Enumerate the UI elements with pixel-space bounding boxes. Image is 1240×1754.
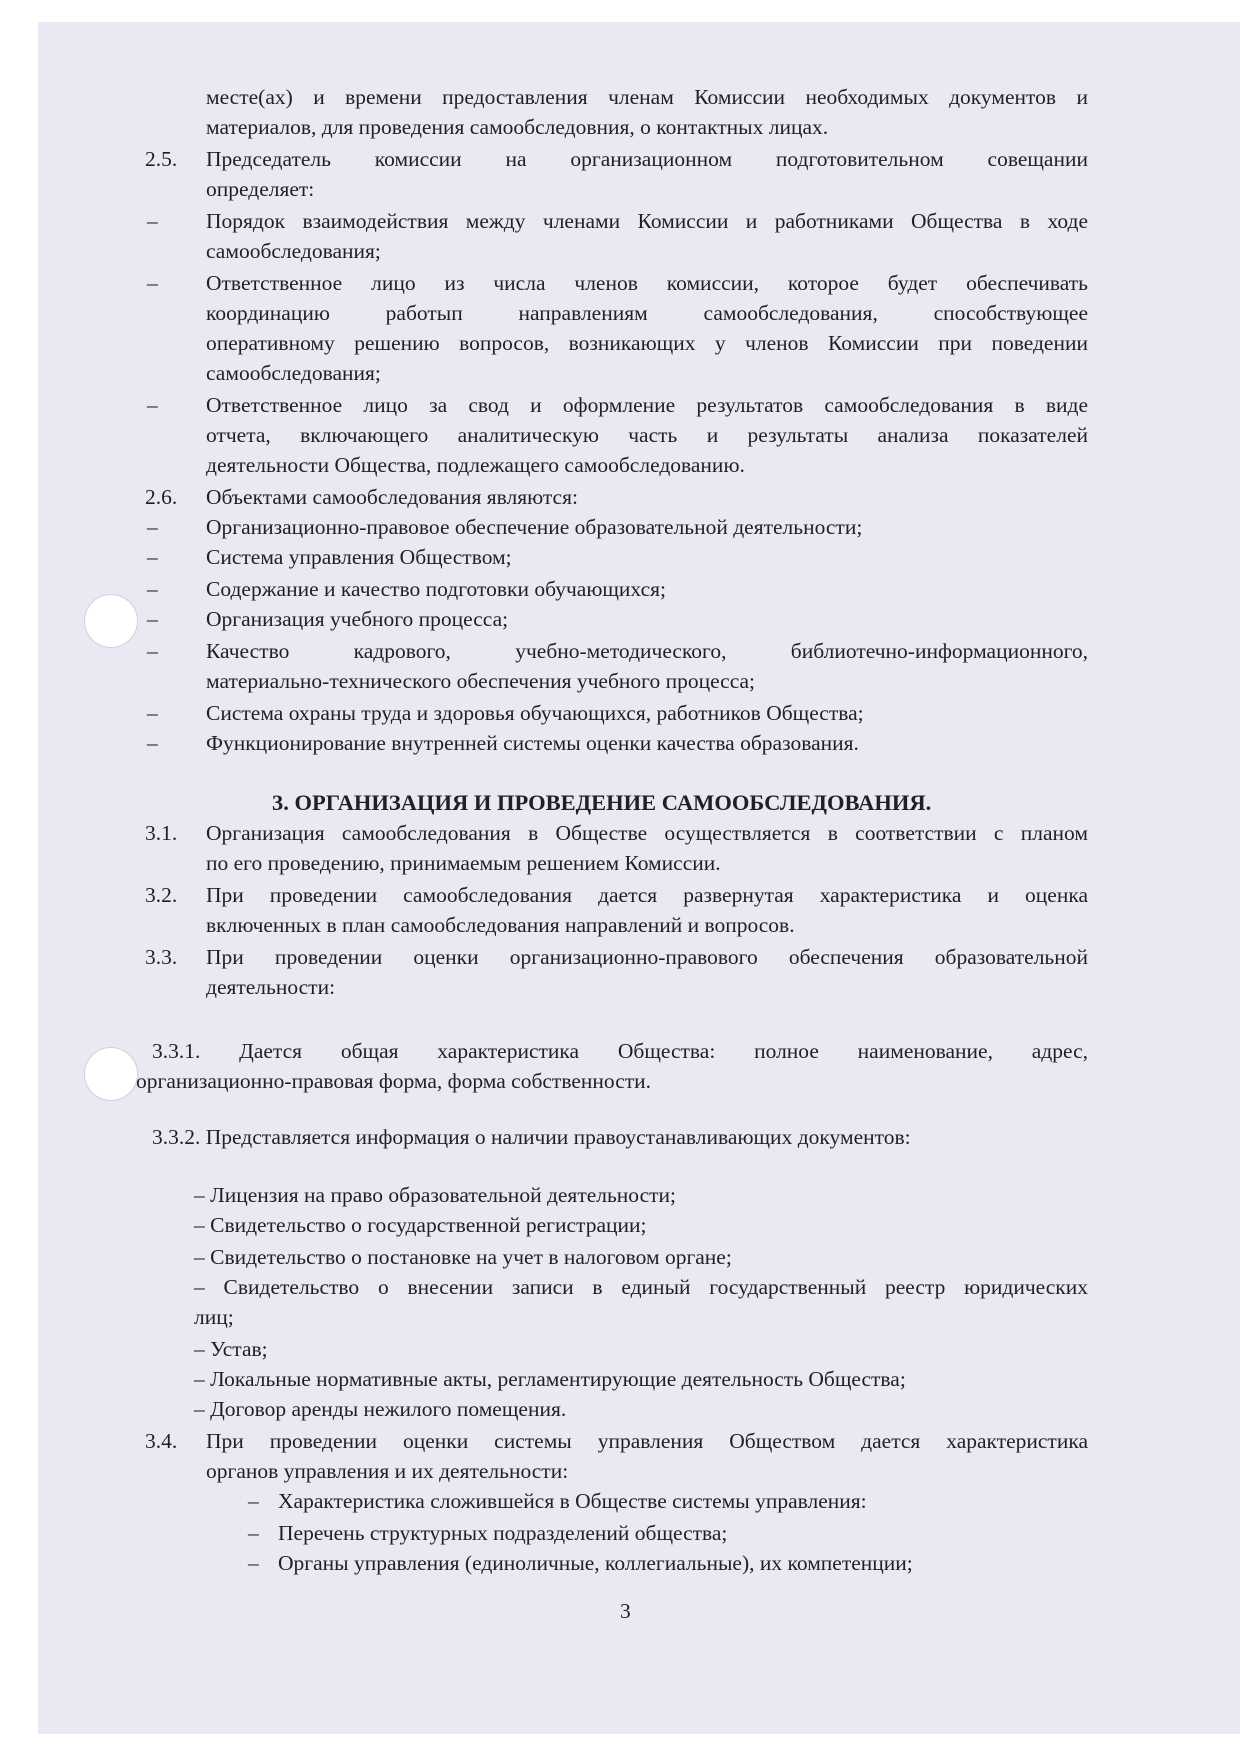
list-item-line: Функционирование внутренней системы оценки качества образования. <box>206 731 859 755</box>
document-list-item: – Локальные нормативные акты, регламентирующие деятельность Общества; <box>194 1367 906 1391</box>
paragraph-3-2-line-2: включенных в план самообследования направлений и вопросов. <box>206 913 795 937</box>
list-item-line: Перечень структурных подразделений общества; <box>278 1521 728 1545</box>
list-marker: – <box>147 271 158 295</box>
list-marker: – <box>147 515 158 539</box>
list-marker: – <box>248 1489 259 1513</box>
list-item-line: материально-технического обеспечения учебного процесса; <box>206 669 756 693</box>
paragraph-3-3-2: 3.3.2. Представляется информация о наличии правоустанавливающих документов: <box>152 1125 911 1149</box>
list-item-line: отчета, включающего аналитическую часть и результаты анализа показателей <box>206 423 1088 447</box>
paragraph-3-3-1-line-1: 3.3.1. Дается общая характеристика Общества: полное наименование, адрес, <box>152 1039 1088 1063</box>
paragraph-3-4-line-1: При проведении оценки системы управления Обществом дается характеристика <box>206 1429 1088 1453</box>
list-item-line: Порядок взаимодействия между членами Комиссии и работниками Общества в ходе <box>206 209 1088 233</box>
paragraph-number-2-5: 2.5. <box>145 147 178 171</box>
list-item-line: Характеристика сложившейся в Обществе системы управления: <box>278 1489 867 1513</box>
document-list-item: – Свидетельство о постановке на учет в налоговом органе; <box>194 1245 732 1269</box>
page-number: 3 <box>620 1599 631 1623</box>
paragraph-3-1-line-2: по его проведению, принимаемым решением Комиссии. <box>206 851 721 875</box>
paragraph-number-3-1: 3.1. <box>145 821 178 845</box>
paragraph-2-6-text: Объектами самообследования являются: <box>206 485 578 509</box>
list-marker: – <box>147 701 158 725</box>
document-list-item: – Лицензия на право образовательной деятельности; <box>194 1183 676 1207</box>
list-item-line: Содержание и качество подготовки обучающихся; <box>206 577 666 601</box>
list-marker: – <box>147 731 158 755</box>
paragraph-number-3-2: 3.2. <box>145 883 178 907</box>
paragraph-number-3-3: 3.3. <box>145 945 178 969</box>
intro-line-2: материалов, для проведения самообследовния, о контактных лицах. <box>206 115 829 139</box>
list-marker: – <box>248 1521 259 1545</box>
paragraph-number-2-6: 2.6. <box>145 485 178 509</box>
list-item-line: самообследования; <box>206 239 381 263</box>
document-list-item: – Устав; <box>194 1337 268 1361</box>
punch-hole-lower <box>84 1047 138 1101</box>
document-list-item: – Свидетельство о внесении записи в единый государственный реестр юридических <box>194 1275 1088 1299</box>
list-marker: – <box>147 639 158 663</box>
list-marker: – <box>248 1551 259 1575</box>
paragraph-3-1-line-1: Организация самообследования в Обществе осуществляется в соответствии с планом <box>206 821 1088 845</box>
list-item-line: Организационно-правовое обеспечение образовательной деятельности; <box>206 515 863 539</box>
list-marker: – <box>147 577 158 601</box>
punch-hole-upper <box>84 594 138 648</box>
document-list-item: – Свидетельство о государственной регистрации; <box>194 1213 647 1237</box>
list-item-line: Система охраны труда и здоровья обучающихся, работников Общества; <box>206 701 864 725</box>
list-item-line: самообследования; <box>206 361 381 385</box>
paragraph-3-3-line-1: При проведении оценки организационно-правового обеспечения образовательной <box>206 945 1088 969</box>
paragraph-3-3-1-line-2: организационно-правовая форма, форма собственности. <box>136 1069 652 1093</box>
list-marker: – <box>147 545 158 569</box>
section-3-heading: 3. ОРГАНИЗАЦИЯ И ПРОВЕДЕНИЕ САМООБСЛЕДОВАНИЯ. <box>272 790 932 815</box>
document-list-item: – Договор аренды нежилого помещения. <box>194 1397 567 1421</box>
list-item-line: Ответственное лицо за свод и оформление результатов самообследования в виде <box>206 393 1088 417</box>
paragraph-3-3-line-2: деятельности: <box>206 975 336 999</box>
paragraph-3-4-line-2: органов управления и их деятельности: <box>206 1459 569 1483</box>
list-marker: – <box>147 393 158 417</box>
list-item-line: Качество кадрового, учебно-методического, библиотечно-информационного, <box>206 639 1088 663</box>
paragraph-2-5-line-1: Председатель комиссии на организационном подготовительном совещании <box>206 147 1088 171</box>
list-item-line: Организация учебного процесса; <box>206 607 509 631</box>
document-list-item: лиц; <box>194 1305 234 1329</box>
intro-line-1: месте(ах) и времени предоставления членам Комиссии необходимых документов и <box>206 85 1088 109</box>
paragraph-number-3-4: 3.4. <box>145 1429 178 1453</box>
list-marker: – <box>147 209 158 233</box>
list-marker: – <box>147 607 158 631</box>
paragraph-2-5-line-2: определяет: <box>206 177 315 201</box>
list-item-line: деятельности Общества, подлежащего самообследованию. <box>206 453 745 477</box>
list-item-line: Органы управления (единоличные, коллегиальные), их компетенции; <box>278 1551 913 1575</box>
list-item-line: оперативному решению вопросов, возникающих у членов Комиссии при поведении <box>206 331 1088 355</box>
paragraph-3-2-line-1: При проведении самообследования дается развернутая характеристика и оценка <box>206 883 1088 907</box>
list-item-line: Система управления Обществом; <box>206 545 512 569</box>
list-item-line: Ответственное лицо из числа членов комиссии, которое будет обеспечивать <box>206 271 1088 295</box>
list-item-line: координацию работып направлениям самообследования, способствующее <box>206 301 1088 325</box>
